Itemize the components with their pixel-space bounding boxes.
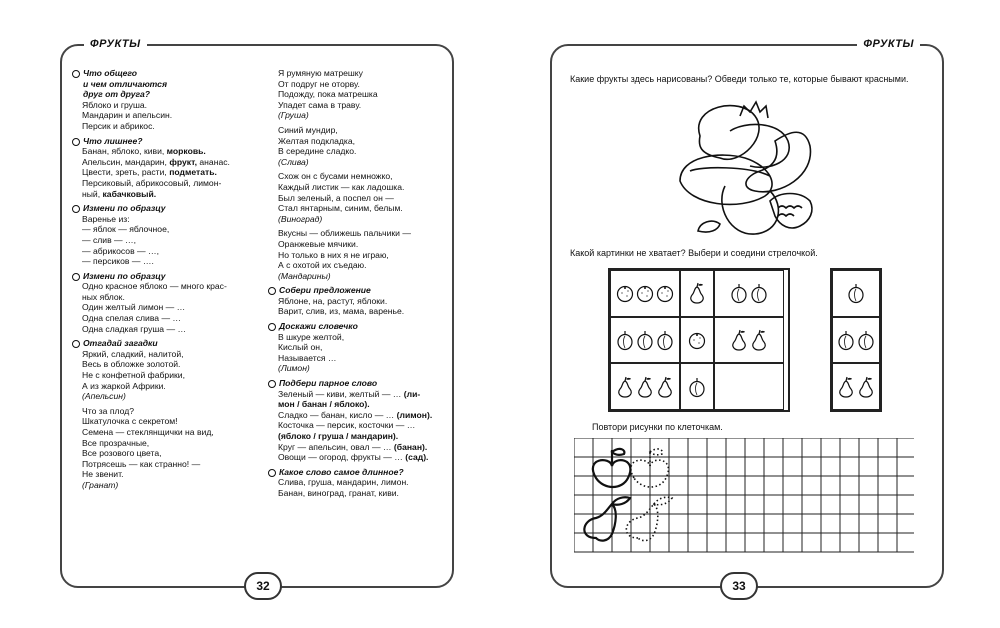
left-page — [60, 38, 454, 593]
text-column-1 — [72, 68, 254, 495]
riddle-answer: (Апельсин) — [82, 391, 126, 402]
exercise-line: Сладко — банан, кисло — … (лимон). — [278, 409, 433, 420]
exercise-line: Косточка — персик, косточки — … — [278, 420, 416, 431]
exercise-title-text: Какое слово самое длинное? — [279, 466, 404, 477]
exercise-line: Вкусны — оближешь пальчики — — [278, 228, 411, 239]
exercise-title-text: Что общего и чем отличаются друг от друга? — [83, 68, 168, 100]
exercise-title — [72, 203, 254, 214]
bullet-circle-icon — [72, 205, 80, 213]
exercise-block — [72, 203, 254, 267]
exercise-line: Стал янтарным, синим, белым. — [278, 203, 403, 214]
exercise-line: Все прозрачные, — [82, 437, 150, 448]
bullet-circle-icon — [268, 380, 276, 388]
exercise-title-text: Доскажи словечко — [279, 321, 358, 332]
exercise-block — [72, 136, 254, 200]
exercise-line: Оранжевые мячики. — [278, 238, 359, 249]
pear-icon — [616, 376, 634, 398]
exercise-line: — слив — …, — [82, 234, 137, 245]
matrix-cell — [680, 317, 714, 364]
task-3-instruction: Повтори рисунки по клеточкам. — [592, 422, 723, 432]
pear-icon — [857, 376, 875, 398]
pear-icon — [730, 329, 748, 351]
orange-icon — [688, 329, 706, 351]
plum-icon — [656, 329, 674, 351]
riddle-answer: (Мандарины) — [278, 270, 331, 281]
exercise-title-text: Подбери парное слово — [279, 378, 378, 389]
plum-icon — [847, 282, 865, 304]
plum-icon — [636, 329, 654, 351]
exercise-block — [268, 125, 446, 167]
exercise-line: — яблок — яблочное, — [82, 224, 170, 235]
exercise-line: В шкуре желтой, — [278, 331, 345, 342]
exercise-title — [268, 321, 446, 332]
plum-icon — [616, 329, 634, 351]
exercise-line: Зеленый — киви, желтый — … (ли- — [278, 388, 421, 399]
bullet-circle-icon — [72, 70, 80, 78]
pear-icon — [656, 376, 674, 398]
riddle-answer: (Виноград) — [278, 213, 323, 224]
exercise-line: Персик и абрикос. — [82, 120, 155, 131]
exercise-line: Яблоко и груша. — [82, 99, 148, 110]
exercise-block — [72, 338, 254, 402]
matrix-cell — [610, 317, 680, 364]
exercise-line: Был зеленый, а поспел он — — [278, 192, 394, 203]
exercise-line: Называется … — [278, 352, 337, 363]
exercise-line: ных яблок. — [82, 291, 125, 302]
plum-icon — [837, 329, 855, 351]
orange-icon — [636, 282, 654, 304]
matrix-cell — [714, 317, 784, 364]
drawing-grid[interactable] — [574, 438, 920, 554]
plum-icon — [857, 329, 875, 351]
pear-icon — [636, 376, 654, 398]
overlapping-fruits-picture[interactable] — [670, 96, 820, 246]
exercise-line: От подруг не оторву. — [278, 78, 360, 89]
riddle-answer: (Гранат) — [82, 479, 119, 490]
exercise-line: Желтая подкладка, — [278, 135, 356, 146]
riddle-answer: (Лимон) — [278, 363, 310, 374]
answer-option[interactable] — [832, 317, 880, 364]
pear-icon — [688, 282, 706, 304]
exercise-title — [72, 271, 254, 282]
page-number: 32 — [244, 572, 282, 600]
exercise-title — [72, 68, 254, 100]
bullet-circle-icon — [268, 469, 276, 477]
plum-icon — [750, 282, 768, 304]
exercise-line: Весь в обложке золотой. — [82, 359, 181, 370]
exercise-line: Потрясешь — как странно! — — [82, 458, 201, 469]
bullet-circle-icon — [72, 340, 80, 348]
plum-icon — [730, 282, 748, 304]
riddle-answer: (Слива) — [278, 156, 309, 167]
exercise-line: Одна спелая слива — … — [82, 313, 182, 324]
exercise-line: Яркий, сладкий, налитой, — [82, 348, 184, 359]
bullet-circle-icon — [72, 273, 80, 281]
exercise-block — [268, 228, 446, 281]
pear-icon — [837, 376, 855, 398]
exercise-line: Схож он с бусами немножко, — [278, 171, 393, 182]
exercise-block — [72, 68, 254, 132]
exercise-line: А с охотой их съедаю. — [278, 260, 367, 271]
matrix-cell — [680, 363, 714, 410]
puzzle-matrix — [608, 268, 790, 412]
exercise-line: Яблоне, на, растут, яблоки. — [278, 295, 388, 306]
matrix-cell — [610, 363, 680, 410]
exercise-title — [72, 338, 254, 349]
empty-matrix-cell[interactable] — [714, 363, 784, 410]
riddle-answer: (Груша) — [278, 110, 309, 121]
answer-option[interactable] — [832, 363, 880, 410]
orange-icon — [656, 282, 674, 304]
exercise-line: Цвести, зреть, расти, подметать. — [82, 167, 217, 178]
answer-option[interactable] — [832, 270, 880, 317]
exercise-block — [268, 171, 446, 224]
exercise-line: В середине сладко. — [278, 146, 357, 157]
page-header: ФРУКТЫ — [84, 38, 147, 50]
exercise-title-text: Собери предложение — [279, 285, 371, 296]
exercise-line: Синий мундир, — [278, 124, 338, 135]
exercise-title-text: Измени по образцу — [83, 270, 166, 281]
exercise-line: Слива, груша, мандарин, лимон. — [278, 477, 409, 488]
exercise-line: Один желтый лимон — … — [82, 302, 186, 313]
exercise-line: Шкатулочка с секретом! — [82, 416, 178, 427]
exercise-title-text: Отгадай загадки — [83, 338, 158, 349]
exercise-line: Что за плод? — [82, 405, 134, 416]
exercise-block — [72, 271, 254, 335]
exercise-line: (яблоко / груша / мандарин). — [278, 431, 399, 441]
task-2-instruction: Какой картинки не хватает? Выбери и соедини стрелочкой. — [570, 248, 818, 258]
orange-icon — [616, 282, 634, 304]
exercise-line: Варенье из: — [82, 213, 130, 224]
exercise-line: Подожду, пока матрешка — [278, 89, 378, 100]
exercise-line: Все розового цвета, — [82, 448, 162, 459]
exercise-line: Овощи — огород, фрукты — … (сад). — [278, 452, 429, 463]
exercise-line: Одна сладкая груша — … — [82, 323, 187, 334]
exercise-line: ный, кабачковый. — [82, 188, 157, 199]
plum-icon — [688, 376, 706, 398]
task-1-instruction: Какие фрукты здесь нарисованы? Обведи только те, которые бывают красными. — [570, 74, 909, 84]
exercise-line: А из жаркой Африки. — [82, 380, 166, 391]
exercise-line: Персиковый, абрикосовый, лимон- — [82, 177, 222, 188]
exercise-line: Не звенит. — [82, 469, 124, 480]
right-page — [550, 38, 944, 593]
exercise-line: Варит, слив, из, мама, варенье. — [278, 306, 405, 317]
exercise-line: Банан, виноград, гранат, киви. — [278, 487, 399, 498]
text-column-2 — [268, 68, 446, 503]
exercise-line: Апельсин, мандарин, фрукт, ананас. — [82, 156, 230, 167]
exercise-block — [268, 68, 446, 121]
answer-options — [830, 268, 882, 412]
matrix-cell — [714, 270, 784, 317]
matrix-cell — [610, 270, 680, 317]
exercise-line: Но только в них я не играю, — [278, 249, 389, 260]
page-header: ФРУКТЫ — [857, 38, 920, 50]
exercise-title — [72, 136, 254, 147]
exercise-line: Семена — стеклянщички на вид, — [82, 427, 214, 437]
exercise-block — [268, 467, 446, 499]
exercise-line: Кислый он, — [278, 342, 323, 353]
bullet-circle-icon — [72, 138, 80, 146]
exercise-line: Круг — апельсин, овал — … (банан). — [278, 441, 428, 452]
exercise-block — [268, 285, 446, 317]
matrix-cell — [680, 270, 714, 317]
bullet-circle-icon — [268, 287, 276, 295]
exercise-line: Не с конфетной фабрики, — [82, 370, 185, 381]
exercise-block — [268, 321, 446, 374]
exercise-line: Упадет сама в траву. — [278, 99, 362, 110]
exercise-line: Банан, яблоко, киви, морковь. — [82, 146, 206, 157]
page-number: 33 — [720, 572, 758, 600]
exercise-title-text: Что лишнее? — [83, 135, 143, 146]
exercise-title — [268, 467, 446, 478]
exercise-line: — персиков — …. — [82, 256, 154, 267]
exercise-block — [268, 378, 446, 463]
exercise-line: Мандарин и апельсин. — [82, 110, 173, 121]
exercise-line: Одно красное яблоко — много крас- — [82, 281, 227, 292]
exercise-title — [268, 378, 446, 389]
exercise-line: Я румяную матрешку — [278, 68, 363, 78]
exercise-title-text: Измени по образцу — [83, 203, 166, 214]
exercise-line: мон / банан / яблоко). — [278, 399, 370, 410]
exercise-line: Каждый листик — как ладошка. — [278, 181, 405, 192]
pear-icon — [750, 329, 768, 351]
exercise-line: — абрикосов — …, — [82, 245, 159, 256]
exercise-title — [268, 285, 446, 296]
bullet-circle-icon — [268, 323, 276, 331]
exercise-block — [72, 406, 254, 491]
